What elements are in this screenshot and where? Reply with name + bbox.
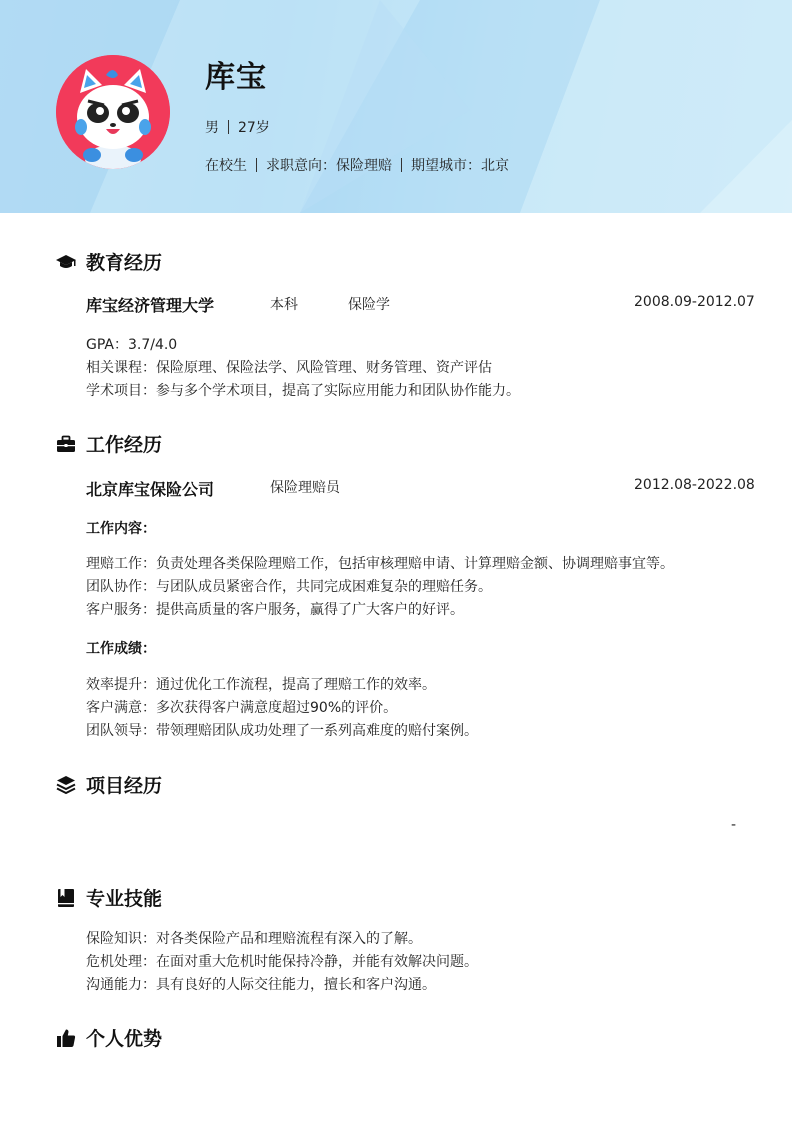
layers-icon [56,775,76,795]
status: 在校生 [205,158,247,174]
job-position: 保险理赔员 [270,480,340,496]
education-detail: 学术项目：参与多个学术项目，提高了实际应用能力和团队协作能力。 [86,383,520,399]
education-period: 2008.09-2012.07 [634,294,755,310]
company-name: 北京库宝保险公司 [86,480,215,499]
section-projects-label: 项目经历 [86,775,163,797]
gender: 男 [205,120,219,136]
book-icon [56,888,76,908]
resume-header [0,0,792,213]
candidate-name: 库宝 [205,60,267,95]
thumbs-up-icon [56,1028,76,1048]
section-work-title [56,430,162,457]
skill-item: 保险知识：对各类保险产品和理赔流程有深入的了解。 [86,931,422,947]
avatar [56,55,170,169]
divider [401,158,402,172]
skill-item: 沟通能力：具有良好的人际交往能力，擅长和客户沟通。 [86,977,436,993]
section-advantages-label: 个人优势 [86,1028,163,1050]
degree: 本科 [270,297,298,313]
briefcase-icon [56,434,76,454]
divider [256,158,257,172]
section-education-label: 教育经历 [86,252,163,274]
work-period: 2012.08-2022.08 [634,477,755,493]
project-period: - [731,817,737,833]
section-skills-label: 专业技能 [86,888,163,910]
section-projects-title [56,771,162,798]
work-achievement-item: 客户满意：多次获得客户满意度超过90%的评价。 [86,700,398,716]
divider [228,120,229,134]
work-achievement-item: 团队领导：带领理赔团队成功处理了一系列高难度的赔付案例。 [86,723,478,739]
section-work-label: 工作经历 [86,434,163,456]
work-achievement-title: 工作成绩： [86,641,156,657]
expected-city: 期望城市：北京 [411,158,509,174]
work-content-item: 理赔工作：负责处理各类保险理赔工作，包括审核理赔申请、计算理赔金额、协调理赔事宜等。 [86,556,674,572]
work-content-item: 团队协作：与团队成员紧密合作，共同完成困难复杂的理赔任务。 [86,579,492,595]
basic-info-line [205,117,270,137]
work-content-item: 客户服务：提供高质量的客户服务，赢得了广大客户的好评。 [86,602,464,618]
education-detail: 相关课程：保险原理、保险法学、风险管理、财务管理、资产评估 [86,360,492,376]
major: 保险学 [348,297,390,313]
work-content-title: 工作内容： [86,521,156,537]
graduation-cap-icon [56,252,76,272]
school-name: 库宝经济管理大学 [86,296,215,315]
education-detail: GPA：3.7/4.0 [86,337,178,353]
age: 27岁 [238,120,270,136]
section-advantages-title [56,1024,162,1051]
job-info-line [205,155,509,175]
skill-item: 危机处理：在面对重大危机时能保持冷静，并能有效解决问题。 [86,954,478,970]
section-skills-title [56,884,162,911]
cat-mascot-icon [56,55,170,169]
work-achievement-item: 效率提升：通过优化工作流程，提高了理赔工作的效率。 [86,677,436,693]
job-intention: 求职意向：保险理赔 [266,158,392,174]
section-education-title [56,248,162,275]
